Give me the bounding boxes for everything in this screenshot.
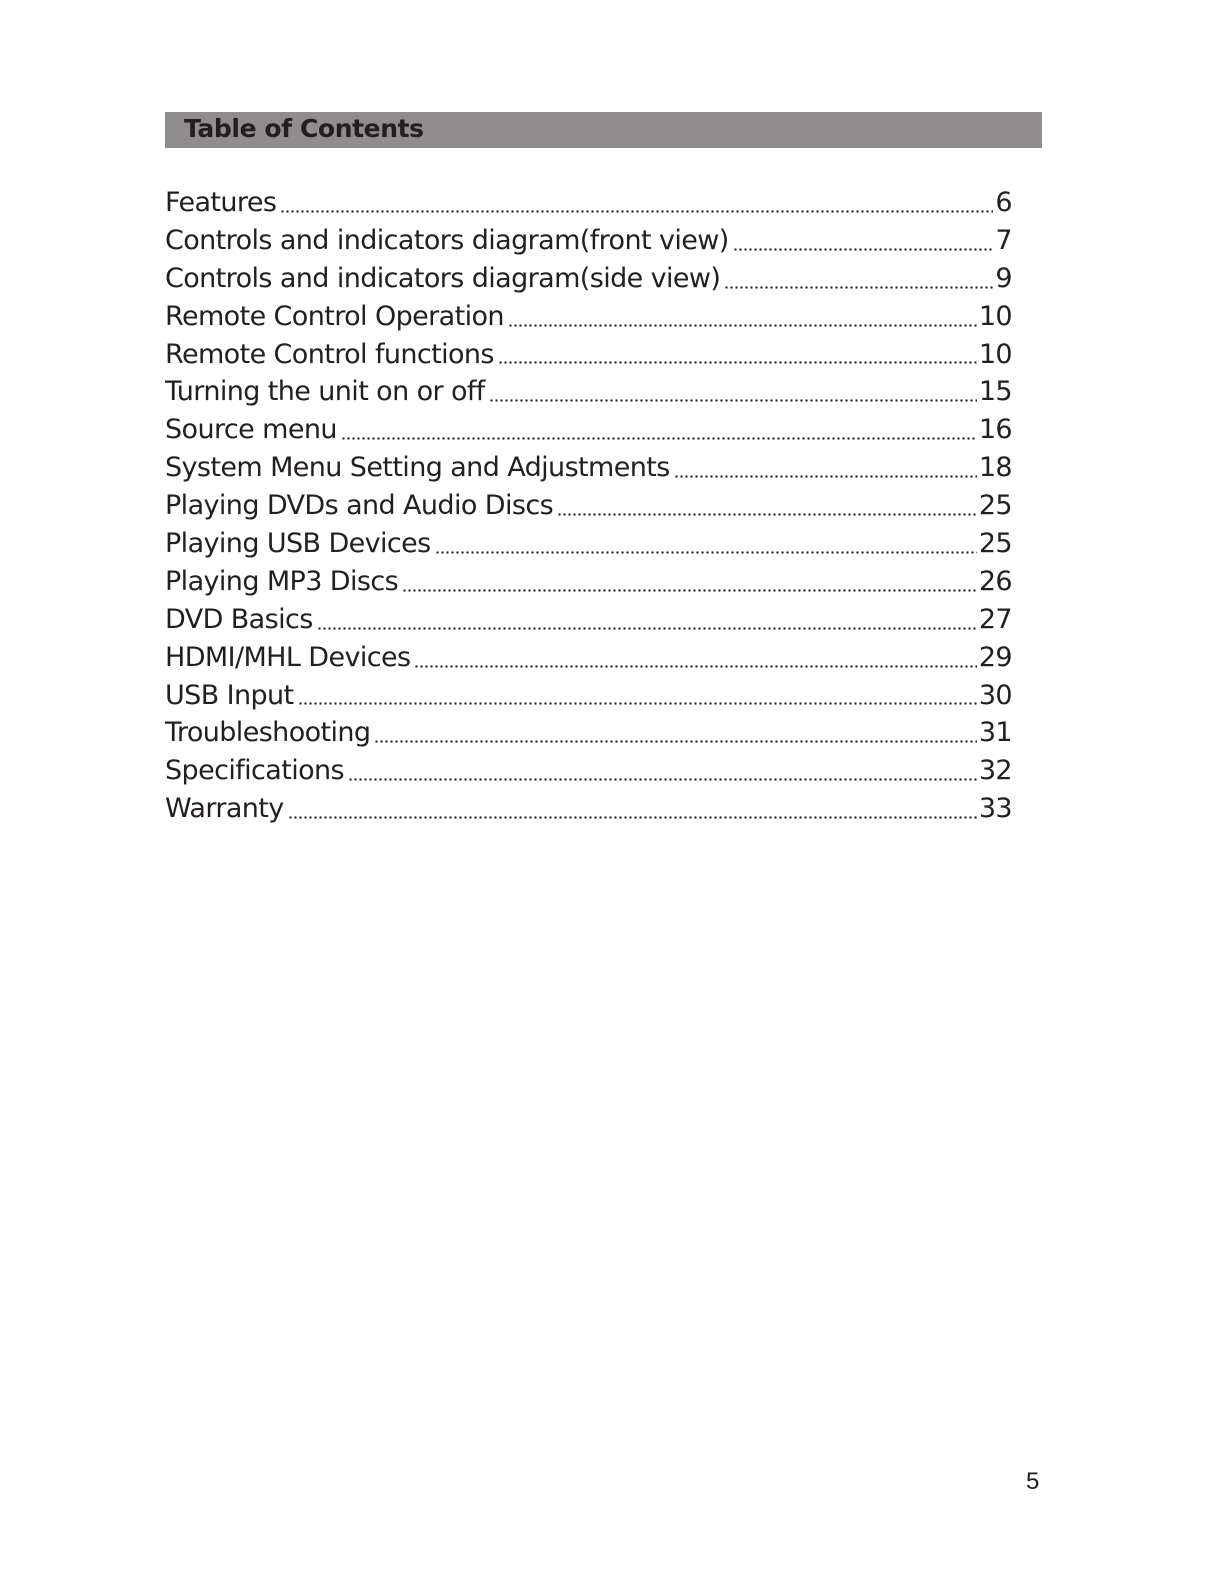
toc-entry[interactable] bbox=[165, 184, 1012, 222]
toc-entry[interactable] bbox=[165, 752, 1012, 790]
toc-entry-label: Playing USB Devices bbox=[165, 528, 431, 560]
toc-entry-page: 26 bbox=[978, 565, 1012, 597]
toc-entry[interactable] bbox=[165, 601, 1012, 639]
dot-leader bbox=[414, 665, 976, 668]
toc-entry-label: DVD Basics bbox=[165, 603, 313, 635]
toc-entry[interactable] bbox=[165, 260, 1012, 298]
toc-entry[interactable] bbox=[165, 639, 1012, 677]
toc-entry[interactable] bbox=[165, 411, 1012, 449]
toc-entry-page: 33 bbox=[978, 793, 1012, 825]
dot-leader bbox=[280, 210, 993, 213]
toc-entry[interactable] bbox=[165, 525, 1012, 563]
toc-entry[interactable] bbox=[165, 373, 1012, 411]
dot-leader bbox=[374, 740, 976, 743]
toc-entry-label: Controls and indicators diagram(front view) bbox=[165, 224, 729, 256]
toc-entry-label: USB Input bbox=[165, 679, 294, 711]
toc-entry-page: 30 bbox=[978, 679, 1012, 711]
toc-entry-page: 27 bbox=[978, 603, 1012, 635]
toc-entry[interactable] bbox=[165, 714, 1012, 752]
toc-entry-label: HDMI/MHL Devices bbox=[165, 641, 411, 673]
toc-entry-label: Playing MP3 Discs bbox=[165, 565, 399, 597]
dot-leader bbox=[498, 361, 977, 364]
toc-entry-page: 7 bbox=[995, 224, 1012, 256]
toc-entry-label: Remote Control Operation bbox=[165, 300, 504, 332]
toc-entry-page: 16 bbox=[978, 414, 1012, 446]
toc-entry[interactable] bbox=[165, 449, 1012, 487]
toc-entry-page: 15 bbox=[978, 376, 1012, 408]
toc-entry[interactable] bbox=[165, 336, 1012, 374]
page-title: Table of Contents bbox=[184, 114, 424, 143]
toc-entry-page: 9 bbox=[995, 262, 1012, 294]
toc-entry-label: Features bbox=[165, 187, 277, 218]
toc-entry-page: 6 bbox=[995, 187, 1012, 218]
toc-entry-page: 32 bbox=[978, 755, 1012, 787]
toc-entry-label: Warranty bbox=[165, 793, 284, 825]
dot-leader bbox=[298, 702, 977, 705]
dot-leader bbox=[557, 513, 977, 516]
toc-entry-label: Turning the unit on or off bbox=[165, 376, 485, 408]
toc-entry[interactable] bbox=[165, 563, 1012, 601]
toc-entry-page: 10 bbox=[978, 300, 1012, 332]
toc-entry-label: Specifications bbox=[165, 755, 345, 787]
toc-entry-label: Controls and indicators diagram(side view) bbox=[165, 262, 721, 294]
toc-header-bar bbox=[165, 112, 1042, 148]
dot-leader bbox=[317, 627, 977, 630]
toc-entry-label: Remote Control functions bbox=[165, 338, 494, 370]
toc-entry-page: 31 bbox=[978, 717, 1012, 749]
toc-entry[interactable] bbox=[165, 298, 1012, 336]
dot-leader bbox=[489, 399, 977, 402]
dot-leader bbox=[288, 816, 977, 819]
toc-entry[interactable] bbox=[165, 677, 1012, 715]
dot-leader bbox=[724, 286, 993, 289]
toc-entry-label: Playing DVDs and Audio Discs bbox=[165, 490, 554, 522]
toc-entry-label: System Menu Setting and Adjustments bbox=[165, 452, 670, 484]
toc-list bbox=[165, 184, 1012, 828]
dot-leader bbox=[348, 778, 977, 781]
toc-entry[interactable] bbox=[165, 222, 1012, 260]
dot-leader bbox=[508, 324, 977, 327]
dot-leader bbox=[733, 248, 994, 251]
toc-entry[interactable] bbox=[165, 487, 1012, 525]
dot-leader bbox=[435, 551, 977, 554]
toc-entry-page: 25 bbox=[978, 490, 1012, 522]
page-number: 5 bbox=[1026, 1468, 1040, 1495]
toc-entry-label: Source menu bbox=[165, 414, 337, 446]
toc-entry-label: Troubleshooting bbox=[165, 717, 371, 749]
toc-entry-page: 29 bbox=[978, 641, 1012, 673]
dot-leader bbox=[402, 589, 977, 592]
dot-leader bbox=[341, 437, 977, 440]
dot-leader bbox=[674, 475, 977, 478]
toc-entry-page: 25 bbox=[978, 528, 1012, 560]
toc-entry[interactable] bbox=[165, 790, 1012, 828]
toc-entry-page: 10 bbox=[978, 338, 1012, 370]
toc-entry-page: 18 bbox=[978, 452, 1012, 484]
